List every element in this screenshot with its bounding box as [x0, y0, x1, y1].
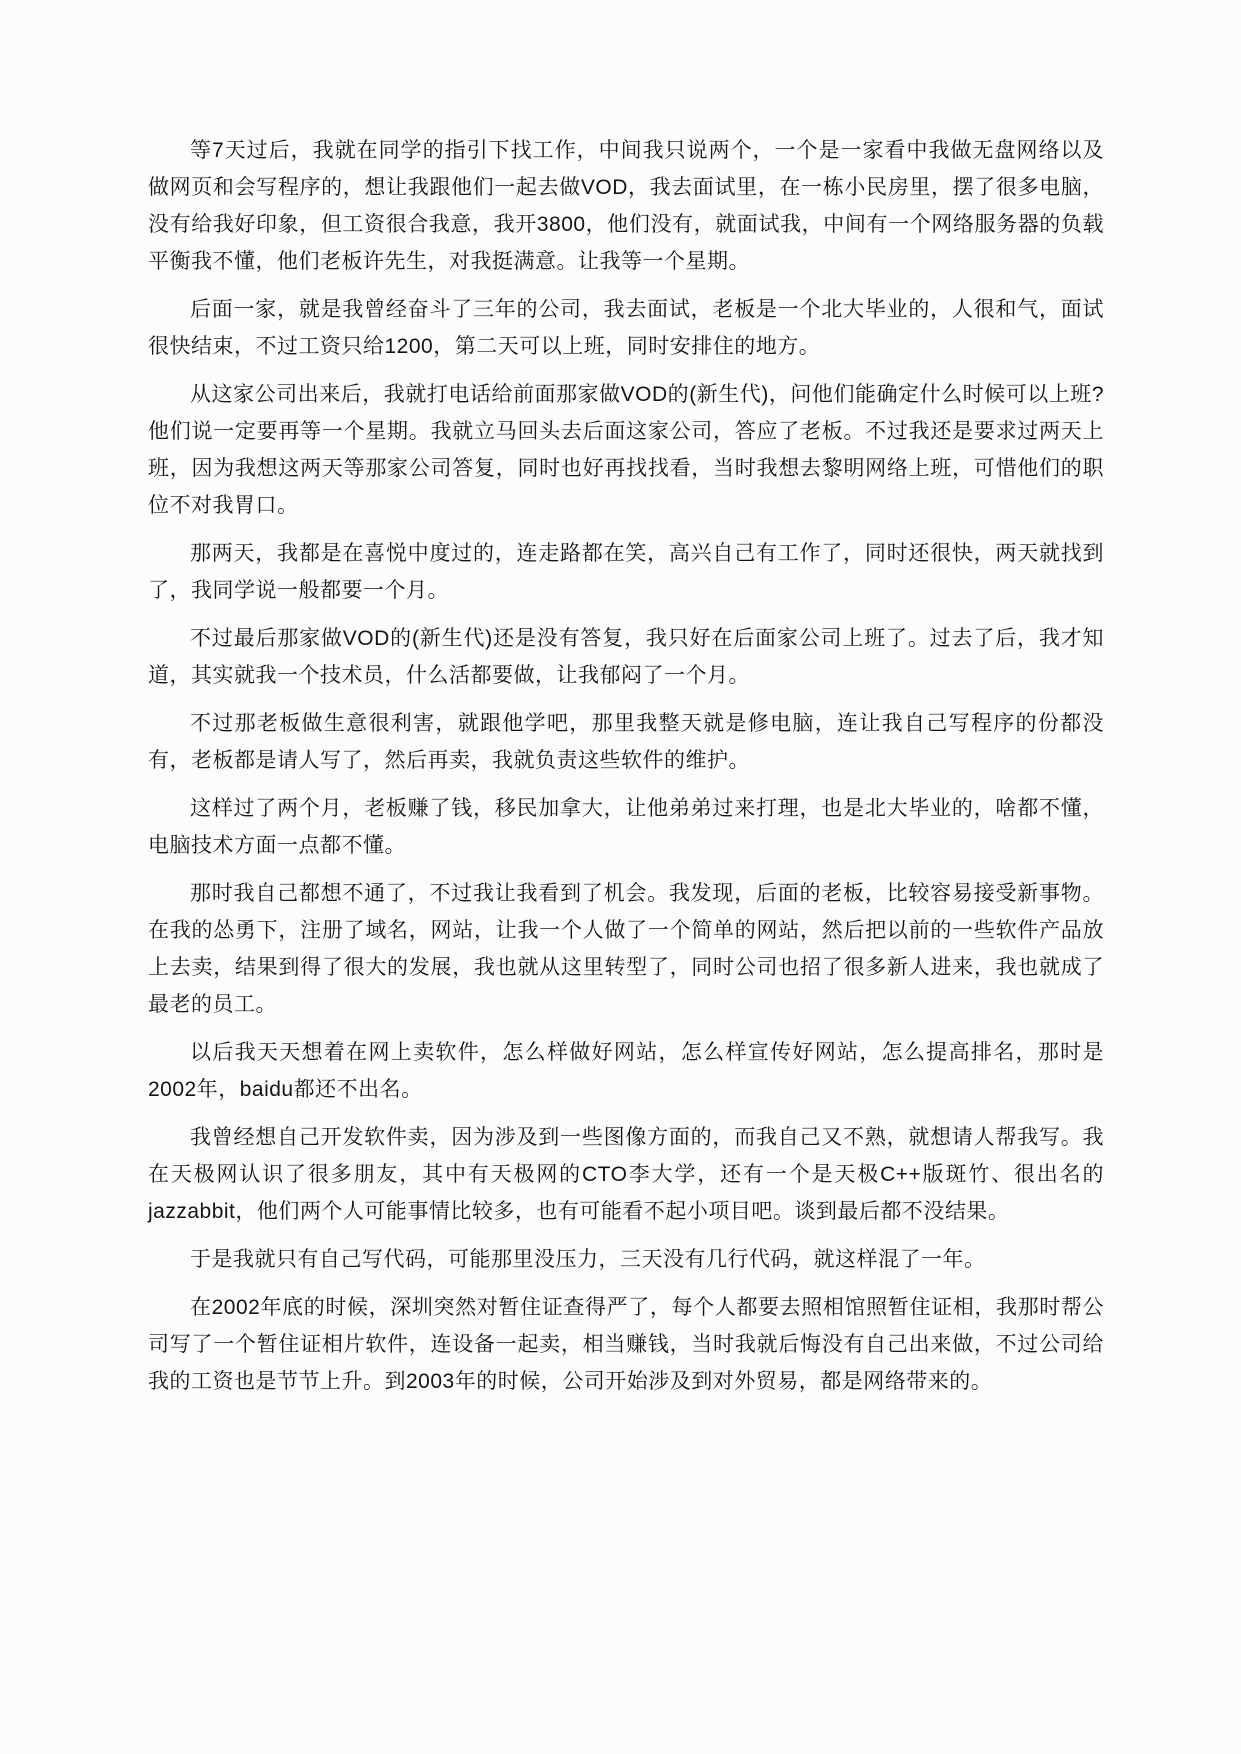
paragraph: 那两天，我都是在喜悦中度过的，连走路都在笑，高兴自己有工作了，同时还很快，两天就找到了，我同学说一般都要一个月。 — [148, 542, 1104, 602]
paragraph: 于是我就只有自己写代码，可能那里没压力，三天没有几行代码，就这样混了一年。 — [190, 1248, 986, 1271]
paragraph: 后面一家，就是我曾经奋斗了三年的公司，我去面试，老板是一个北大毕业的，人很和气，面试很快结束，不过工资只给1200，第二天可以上班，同时安排住的地方。 — [148, 298, 1104, 358]
paragraph: 那时我自己都想不通了，不过我让我看到了机会。我发现，后面的老板，比较容易接受新事物。在我的怂勇下，注册了域名，网站，让我一个人做了一个简单的网站，然后把以前的一些软件产品放上去卖，结果到得了很大的发展，我也就从这里转型了，同时公司也招了很多新人进来，我也就成了最老的员工。 — [148, 882, 1104, 1016]
paragraph: 在2002年底的时候，深圳突然对暂住证查得严了，每个人都要去照相馆照暂住证相，我那时帮公司写了一个暂住证相片软件，连设备一起卖，相当赚钱，当时我就后悔没有自己出来做，不过公司给我的工资也是节节上升。到2003年的时候，公司开始涉及到对外贸易，都是网络带来的。 — [148, 1296, 1104, 1393]
paragraph: 等7天过后，我就在同学的指引下找工作，中间我只说两个，一个是一家看中我做无盘网络以及做网页和会写程序的，想让我跟他们一起去做VOD，我去面试里，在一栋小民房里，摆了很多电脑，没有给我好印象，但工资很合我意，我开3800，他们没有，就面试我，中间有一个网络服务器的负载平衡我不懂，他们老板许先生，对我挺满意。让我等一个星期。 — [148, 139, 1104, 273]
paragraph: 以后我天天想着在网上卖软件，怎么样做好网站，怎么样宣传好网站，怎么提高排名，那时是2002年，baidu都还不出名。 — [148, 1041, 1104, 1101]
paragraph: 不过那老板做生意很利害，就跟他学吧，那里我整天就是修电脑，连让我自己写程序的份都没有，老板都是请人写了，然后再卖，我就负责这些软件的维护。 — [148, 712, 1104, 772]
paragraph: 不过最后那家做VOD的(新生代)还是没有答复，我只好在后面家公司上班了。过去了后，我才知道，其实就我一个技术员，什么活都要做，让我郁闷了一个月。 — [148, 627, 1104, 687]
paragraph: 我曾经想自己开发软件卖，因为涉及到一些图像方面的，而我自己又不熟，就想请人帮我写。我在天极网认识了很多朋友，其中有天极网的CTO李大学，还有一个是天极C++版斑竹、很出名的jazzabbit，他们两个人可能事情比较多，也有可能看不起小项目吧。谈到最后都不没结果。 — [148, 1126, 1104, 1223]
paragraph: 从这家公司出来后，我就打电话给前面那家做VOD的(新生代)，问他们能确定什么时候可以上班?他们说一定要再等一个星期。我就立马回头去后面这家公司，答应了老板。不过我还是要求过两天上班，因为我想这两天等那家公司答复，同时也好再找找看，当时我想去黎明网络上班，可惜他们的职位不对我胃口。 — [148, 383, 1104, 517]
paragraph: 这样过了两个月，老板赚了钱，移民加拿大，让他弟弟过来打理，也是北大毕业的，啥都不懂，电脑技术方面一点都不懂。 — [148, 797, 1104, 857]
document-text-block — [148, 132, 1104, 1411]
